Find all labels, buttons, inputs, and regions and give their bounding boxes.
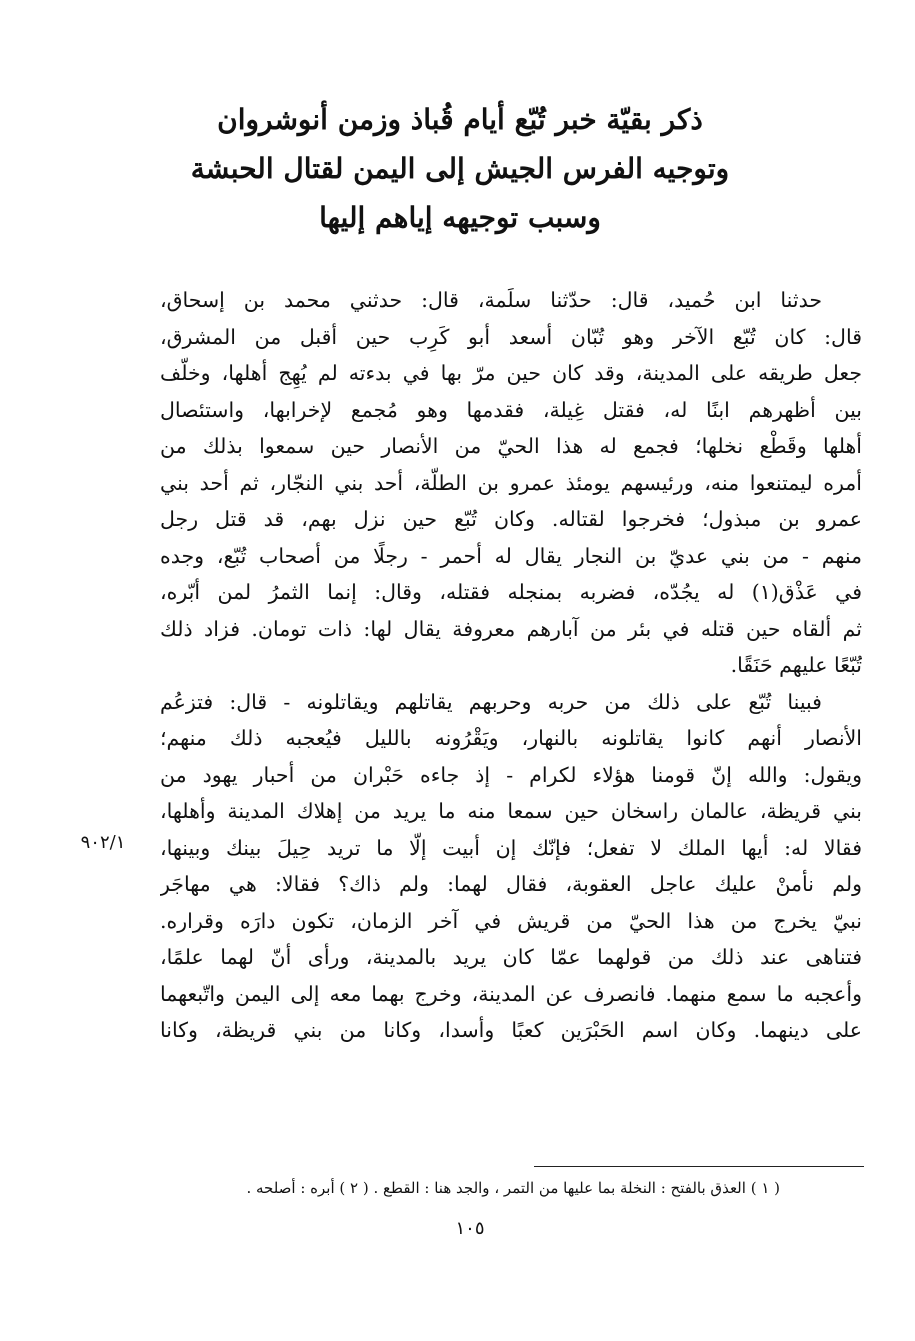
- body-text: [160, 282, 862, 1049]
- footnote: ( ١ ) العذق بالفتح : النخلة بما عليها من التمر ، والجد هنا : القطع . ( ٢ ) أبره : أصلحه .: [246, 1179, 780, 1197]
- footnote-divider: [534, 1166, 864, 1167]
- title-line: ذكر بقيّة خبر تُبّع أيام قُباذ وزمن أنوشروان: [217, 103, 703, 136]
- text-line: فبينا تُبّع على ذلك من حربه وحربهم يقاتلهم ويقاتلونه - قال: فتزعُم: [160, 689, 822, 714]
- text-line: بني قريظة، عالمان راسخان حين سمعا منه ما يريد من إهلاك المدينة وأهلها،: [160, 799, 862, 823]
- text-line: عمرو بن مبذول؛ فخرجوا لقتاله. وكان تُبّع حين نزل بهم، قد قتل رجل: [160, 507, 862, 531]
- text-line: أهلها وقَطْع نخلها؛ فجمع له هذا الحيّ من الأنصار حين سمعوا بذلك من: [160, 434, 862, 458]
- text-line: في عَذْق(١) له يجُدّه، فضربه بمنجله فقتله، وقال: إنما الثمرُ لمن أبّره،: [160, 580, 862, 604]
- text-line: فتناهى عند ذلك من قولهما عمّا كان يريد بالمدينة، ورأى أنّ لهما علمًا،: [160, 945, 862, 969]
- text-line: حدثنا ابن حُميد، قال: حدّثنا سلَمة، قال: حدثني محمد بن إسحاق،: [160, 288, 822, 312]
- text-line: فقالا له: أيها الملك لا تفعل؛ فإنّك إن أبيت إلّا ما تريد حِيلَ بينك وبينها،: [160, 835, 862, 860]
- text-line: نبيّ يخرج من هذا الحيّ من قريش في آخر الزمان، تكون دارَه وقراره.: [160, 908, 862, 933]
- text-line: أمره ليمتنعوا منه، ورئيسهم يومئذ عمرو بن الطلّة، أحد بني النجّار، ثم أحد بني: [160, 470, 862, 495]
- page-number: ١٠٥: [455, 1218, 485, 1239]
- text-line: قال: كان تُبّع الآخر وهو تُبّان أسعد أبو كَرِب حين أقبل من المشرق،: [160, 324, 862, 349]
- text-line: تُبّعًا عليهم حَنَقًا.: [730, 653, 862, 677]
- chapter-title: [160, 95, 760, 242]
- text-line: على دينهما. وكان اسم الحَبْرَين كعبًا وأسدا، وكانا من بني قريظة، وكانا: [160, 1018, 862, 1042]
- text-line: الأنصار أنهم كانوا يقاتلونه بالنهار، ويَقْرُونه بالليل فيُعجبه ذلك منهم؛: [160, 726, 862, 750]
- text-line: ولم نأمنْ عليك عاجل العقوبة، فقال لهما: ولم ذاك؟ فقالا: هي مهاجَر: [160, 872, 862, 896]
- text-line: بين أظهرهم ابنًا له، فقتل غِيلة، فقدمها وهو مُجمع لإخرابها، واستئصال: [160, 397, 862, 422]
- text-line: منهم - من بني عديّ بن النجار يقال له أحمر - رجلًا من أصحاب تُبّع، وجده: [160, 543, 862, 568]
- text-line: ويقول: والله إنّ قومنا هؤلاء لكرام - إذ جاءه حَبْران من أحبار يهود من: [160, 762, 862, 787]
- paragraph-1: [160, 282, 862, 684]
- text-line: ثم ألقاه حين قتله في بئر من آبارهم معروفة يقال لها: ذات تومان. فزاد ذلك: [160, 616, 862, 641]
- text-line: جعل طريقه على المدينة، وقد كان حين مرّ بها في بدءته لم يُهِج أهلها، وخلّف: [160, 361, 862, 385]
- margin-reference: ٩٠٢/١: [80, 832, 126, 853]
- paragraph-2: [160, 684, 862, 1049]
- text-line: وأعجبه ما سمع منهما. فانصرف عن المدينة، وخرج بهما معه إلى اليمن واتّبعهما: [160, 981, 862, 1006]
- title-line: وسبب توجيهه إياهم إليها: [319, 201, 601, 234]
- title-line: وتوجيه الفرس الجيش إلى اليمن لقتال الحبشة: [190, 152, 730, 185]
